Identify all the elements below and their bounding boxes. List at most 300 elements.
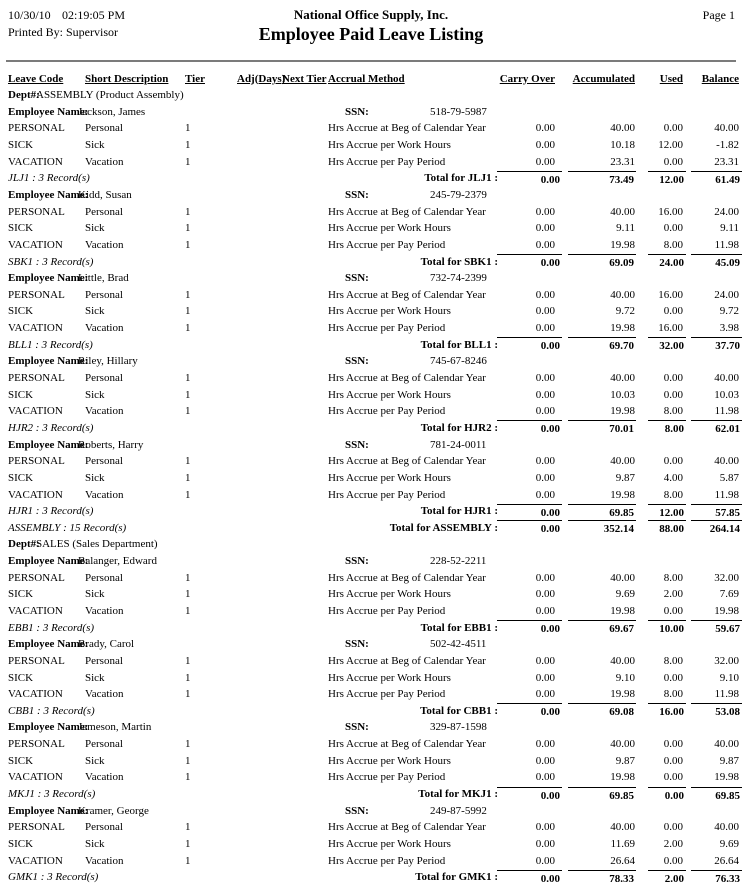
tier-cell: 1 [185,288,191,301]
accrual-method-cell: Hrs Accrue per Pay Period [328,771,446,784]
employee-total-row [0,787,742,804]
balance-cell: 11.98 [714,688,739,701]
leave-row [0,204,742,221]
report-time: 02:19:05 PM [62,8,126,22]
carry-over-cell: 0.00 [535,571,555,584]
record-count-label: MKJ1 : 3 Record(s) [8,788,96,801]
accumulated-cell: 19.98 [610,405,635,418]
accrual-method-cell: Hrs Accrue per Work Hours [328,754,451,767]
employee-name: Riley, Hillary [78,355,138,368]
accrual-method-cell: Hrs Accrue per Pay Period [328,488,446,501]
ssn-value: 781-24-0011 [430,438,487,451]
employee-total-accumulated: 69.85 [568,504,636,519]
tier-cell: 1 [185,222,191,235]
leave-description-cell: Vacation [85,405,124,418]
carry-over-cell: 0.00 [535,488,555,501]
leave-description-cell: Vacation [85,605,124,617]
employee-total-balance: 53.08 [691,703,742,718]
leave-description-cell: Personal [85,654,123,667]
employee-row [0,437,742,454]
dept-total-row [0,520,742,537]
employee-total-carry-over: 0.00 [497,870,562,885]
accumulated-cell: 19.98 [610,605,635,617]
leave-description-cell: Personal [85,571,123,584]
used-cell: 2.00 [663,588,683,601]
ssn-label: SSN: [345,638,369,651]
tier-cell: 1 [185,654,191,667]
leave-code-cell: VACATION [8,771,63,784]
employee-total-label: Total for CBB1 : [420,704,498,717]
employee-name: Balanger, Edward [78,555,157,568]
leave-description-cell: Sick [85,837,105,850]
carry-over-cell: 0.00 [535,854,555,867]
accrual-method-cell: Hrs Accrue per Pay Period [328,322,446,335]
leave-code-cell: VACATION [8,155,63,168]
employee-total-carry-over: 0.00 [497,420,562,435]
carry-over-cell: 0.00 [535,471,555,484]
employee-total-used: 16.00 [648,703,686,718]
column-header-label: Used [659,72,683,85]
leave-row [0,604,742,621]
employee-total-row [0,171,742,188]
employee-total-used: 8.00 [648,420,686,435]
carry-over-cell: 0.00 [535,455,555,468]
leave-code-cell: SICK [8,471,34,484]
record-count-label: BLL1 : 3 Record(s) [8,338,93,351]
leave-row [0,304,742,321]
accumulated-cell: 40.00 [610,455,635,468]
employee-total-accumulated: 69.08 [568,703,636,718]
accumulated-cell: 10.18 [610,139,635,152]
leave-description-cell: Personal [85,288,123,301]
carry-over-cell: 0.00 [535,654,555,667]
used-cell: 8.00 [663,571,683,584]
column-header-label: Accrual Method [328,72,405,85]
employee-total-accumulated: 69.70 [568,337,636,352]
leave-row [0,470,742,487]
tier-cell: 1 [185,155,191,168]
carry-over-cell: 0.00 [535,837,555,850]
column-header-carry-over [480,73,555,85]
employee-name-label: Employee Name: [8,721,89,734]
leave-row [0,570,742,587]
accrual-method-cell: Hrs Accrue at Beg of Calendar Year [328,288,486,301]
dept-total-accumulated: 352.14 [568,520,636,535]
leave-description-cell: Personal [85,738,123,751]
leave-description-cell: Personal [85,455,123,468]
carry-over-cell: 0.00 [535,688,555,701]
used-cell: 0.00 [663,455,683,468]
employee-total-accumulated: 70.01 [568,420,636,435]
leave-row [0,321,742,338]
tier-cell: 1 [185,854,191,867]
tier-cell: 1 [185,488,191,501]
leave-code-cell: VACATION [8,238,63,251]
carry-over-cell: 0.00 [535,288,555,301]
leave-code-cell: PERSONAL [8,654,65,667]
employee-total-accumulated: 69.09 [568,254,636,269]
employee-name-label: Employee Name: [8,555,89,568]
accrual-method-cell: Hrs Accrue per Work Hours [328,471,451,484]
employee-total-label: Total for JLJ1 : [424,172,498,185]
leave-code-cell: PERSONAL [8,571,65,584]
report-body [0,71,742,886]
leave-row [0,653,742,670]
employee-name-label: Employee Name: [8,355,89,368]
employee-total-carry-over: 0.00 [497,171,562,186]
used-cell: 0.00 [663,754,683,767]
used-cell: 0.00 [663,738,683,751]
employee-row [0,354,742,371]
leave-code-cell: PERSONAL [8,288,65,301]
record-count-label: HJR2 : 3 Record(s) [8,421,94,434]
employee-total-used: 0.00 [648,787,686,802]
accrual-method-cell: Hrs Accrue per Pay Period [328,238,446,251]
employee-total-carry-over: 0.00 [497,703,562,718]
accrual-method-cell: Hrs Accrue per Work Hours [328,305,451,318]
dept-row [0,537,742,554]
accrual-method-cell: Hrs Accrue at Beg of Calendar Year [328,122,486,135]
balance-cell: 40.00 [714,455,739,468]
leave-row [0,237,742,254]
ssn-value: 329-87-1598 [430,721,487,734]
balance-cell: 24.00 [714,205,739,218]
accumulated-cell: 11.69 [610,837,635,850]
leave-row [0,670,742,687]
employee-name: Roberts, Harry [78,438,144,451]
ssn-value: 518-79-5987 [430,105,487,118]
used-cell: 0.00 [663,605,683,617]
column-header-tier [185,73,205,85]
accrual-method-cell: Hrs Accrue at Beg of Calendar Year [328,205,486,218]
balance-cell: 32.00 [714,571,739,584]
employee-total-row [0,703,742,720]
leave-code-cell: VACATION [8,688,63,701]
column-header-row [0,71,742,88]
column-header-used [640,73,683,85]
dept-label: Dept#: [8,89,40,102]
employee-total-label: Total for GMK1 : [415,871,498,884]
used-cell: 0.00 [663,372,683,385]
balance-cell: 26.64 [714,854,739,867]
carry-over-cell: 0.00 [535,771,555,784]
used-cell: 0.00 [663,388,683,401]
balance-cell: 40.00 [714,821,739,834]
leave-description-cell: Vacation [85,238,124,251]
used-cell: 0.00 [663,771,683,784]
used-cell: 8.00 [663,405,683,418]
employee-total-label: Total for HJR1 : [420,505,498,518]
balance-cell: 3.98 [719,322,739,335]
tier-cell: 1 [185,205,191,218]
used-cell: 12.00 [658,139,683,152]
balance-cell: 9.72 [719,305,739,318]
employee-total-row [0,870,742,887]
carry-over-cell: 0.00 [535,139,555,152]
accumulated-cell: 9.87 [615,754,635,767]
report-date: 10/30/10 [8,8,51,22]
employee-total-accumulated: 73.49 [568,171,636,186]
column-header-leave-code [8,73,63,85]
dept-total-balance: 264.14 [691,520,742,535]
record-count-label: GMK1 : 3 Record(s) [8,871,99,884]
accrual-method-cell: Hrs Accrue at Beg of Calendar Year [328,372,486,385]
balance-cell: 23.31 [714,155,739,168]
column-header-accrual-method [328,73,405,85]
ssn-value: 249-87-5992 [430,804,487,817]
page-number: Page 1 [702,8,735,22]
tier-cell: 1 [185,671,191,684]
employee-total-row [0,620,742,637]
tier-cell: 1 [185,837,191,850]
balance-cell: 11.98 [714,405,739,418]
dept-row [0,88,742,105]
employee-total-used: 32.00 [648,337,686,352]
tier-cell: 1 [185,605,191,617]
employee-total-used: 12.00 [648,504,686,519]
used-cell: 0.00 [663,821,683,834]
employee-total-row [0,337,742,354]
column-header-adj-days [237,73,285,85]
column-header-label: Adj(Days) [237,72,286,85]
employee-name: Kidd, Susan [78,188,132,201]
tier-cell: 1 [185,471,191,484]
employee-total-balance: 59.67 [691,620,742,635]
used-cell: 16.00 [658,288,683,301]
employee-total-carry-over: 0.00 [497,620,562,635]
leave-code-cell: SICK [8,139,34,152]
ssn-value: 732-74-2399 [430,272,487,285]
column-header-accumulated [560,73,635,85]
ssn-value: 228-52-2211 [430,555,487,568]
column-header-label: Accumulated [572,72,635,85]
employee-total-carry-over: 0.00 [497,504,562,519]
carry-over-cell: 0.00 [535,405,555,418]
leave-row [0,454,742,471]
accumulated-cell: 40.00 [610,372,635,385]
accumulated-cell: 40.00 [610,571,635,584]
balance-cell: 19.98 [714,605,739,617]
leave-code-cell: PERSONAL [8,372,65,385]
employee-total-carry-over: 0.00 [497,337,562,352]
accrual-method-cell: Hrs Accrue per Work Hours [328,222,451,235]
carry-over-cell: 0.00 [535,238,555,251]
employee-total-row [0,504,742,521]
used-cell: 0.00 [663,854,683,867]
used-cell: 16.00 [658,205,683,218]
used-cell: 8.00 [663,654,683,667]
leave-description-cell: Vacation [85,155,124,168]
record-count-label: HJR1 : 3 Record(s) [8,505,94,518]
employee-total-used: 10.00 [648,620,686,635]
record-count-label: EBB1 : 3 Record(s) [8,621,95,634]
ssn-label: SSN: [345,438,369,451]
leave-code-cell: PERSONAL [8,122,65,135]
accumulated-cell: 23.31 [610,155,635,168]
carry-over-cell: 0.00 [535,671,555,684]
balance-cell: 9.10 [719,671,739,684]
balance-cell: 32.00 [714,654,739,667]
carry-over-cell: 0.00 [535,305,555,318]
accrual-method-cell: Hrs Accrue per Pay Period [328,605,446,617]
leave-description-cell: Sick [85,588,105,601]
leave-code-cell: PERSONAL [8,821,65,834]
leave-description-cell: Sick [85,754,105,767]
balance-cell: 19.98 [714,771,739,784]
balance-cell: 9.69 [719,837,739,850]
leave-code-cell: SICK [8,305,34,318]
leave-code-cell: SICK [8,754,34,767]
tier-cell: 1 [185,588,191,601]
leave-description-cell: Sick [85,139,105,152]
tier-cell: 1 [185,821,191,834]
employee-total-label: Total for EBB1 : [420,621,498,634]
accumulated-cell: 9.69 [615,588,635,601]
accrual-method-cell: Hrs Accrue per Pay Period [328,854,446,867]
carry-over-cell: 0.00 [535,222,555,235]
accumulated-cell: 19.98 [610,238,635,251]
leave-description-cell: Vacation [85,688,124,701]
accumulated-cell: 19.98 [610,322,635,335]
accrual-method-cell: Hrs Accrue per Work Hours [328,671,451,684]
tier-cell: 1 [185,754,191,767]
leave-description-cell: Vacation [85,854,124,867]
ssn-label: SSN: [345,105,369,118]
carry-over-cell: 0.00 [535,588,555,601]
accrual-method-cell: Hrs Accrue at Beg of Calendar Year [328,738,486,751]
employee-name: Brady, Carol [78,638,135,651]
accumulated-cell: 40.00 [610,205,635,218]
employee-name: Little, Brad [78,272,129,285]
leave-row [0,820,742,837]
employee-total-balance: 61.49 [691,171,742,186]
employee-total-accumulated: 69.67 [568,620,636,635]
employee-name: Jameson, Martin [78,721,152,734]
employee-row [0,271,742,288]
balance-cell: 40.00 [714,372,739,385]
column-header-label: Carry Over [499,72,555,85]
used-cell: 8.00 [663,688,683,701]
employee-total-label: Total for HJR2 : [420,421,498,434]
column-header-short-description [85,73,168,85]
accrual-method-cell: Hrs Accrue at Beg of Calendar Year [328,654,486,667]
used-cell: 16.00 [658,322,683,335]
employee-name: Jackson, James [78,105,146,118]
carry-over-cell: 0.00 [535,388,555,401]
tier-cell: 1 [185,571,191,584]
ssn-value: 745-67-8246 [430,355,487,368]
carry-over-cell: 0.00 [535,372,555,385]
employee-total-used: 24.00 [648,254,686,269]
employee-total-carry-over: 0.00 [497,254,562,269]
tier-cell: 1 [185,405,191,418]
carry-over-cell: 0.00 [535,821,555,834]
tier-cell: 1 [185,738,191,751]
accumulated-cell: 9.87 [615,471,635,484]
carry-over-cell: 0.00 [535,122,555,135]
balance-cell: 7.69 [719,588,739,601]
leave-row [0,487,742,504]
leave-row [0,853,742,870]
dept-name: SALES (Sales Department) [36,538,158,551]
accrual-method-cell: Hrs Accrue at Beg of Calendar Year [328,571,486,584]
accumulated-cell: 26.64 [610,854,635,867]
balance-cell: 11.98 [714,488,739,501]
leave-row [0,404,742,421]
leave-row [0,154,742,171]
leave-row [0,287,742,304]
carry-over-cell: 0.00 [535,738,555,751]
leave-row [0,836,742,853]
employee-total-label: Total for BLL1 : [420,338,498,351]
employee-name-label: Employee Name: [8,438,89,451]
employee-name: Kramer, George [78,804,149,817]
accrual-method-cell: Hrs Accrue per Work Hours [328,388,451,401]
used-cell: 0.00 [663,122,683,135]
leave-code-cell: PERSONAL [8,455,65,468]
employee-row [0,720,742,737]
accrual-method-cell: Hrs Accrue per Pay Period [328,688,446,701]
leave-code-cell: VACATION [8,605,63,617]
employee-total-row [0,420,742,437]
accrual-method-cell: Hrs Accrue at Beg of Calendar Year [328,821,486,834]
employee-row [0,637,742,654]
ssn-label: SSN: [345,555,369,568]
balance-cell: 24.00 [714,288,739,301]
tier-cell: 1 [185,139,191,152]
leave-code-cell: SICK [8,671,34,684]
employee-total-balance: 37.70 [691,337,742,352]
dept-record-count-label: ASSEMBLY : 15 Record(s) [8,521,127,534]
used-cell: 0.00 [663,305,683,318]
used-cell: 8.00 [663,488,683,501]
balance-cell: 9.87 [719,754,739,767]
leave-description-cell: Vacation [85,322,124,335]
leave-code-cell: PERSONAL [8,738,65,751]
employee-name-label: Employee Name: [8,105,89,118]
balance-cell: 10.03 [714,388,739,401]
column-header-label: Short Description [85,72,169,85]
leave-code-cell: SICK [8,837,34,850]
ssn-label: SSN: [345,272,369,285]
leave-description-cell: Personal [85,205,123,218]
employee-row [0,803,742,820]
leave-row [0,387,742,404]
column-header-label: Next Tier [282,72,327,85]
ssn-value: 502-42-4511 [430,638,487,651]
leave-row [0,687,742,704]
leave-description-cell: Personal [85,821,123,834]
carry-over-cell: 0.00 [535,754,555,767]
accrual-method-cell: Hrs Accrue per Work Hours [328,588,451,601]
employee-row [0,554,742,571]
employee-total-carry-over: 0.00 [497,787,562,802]
accumulated-cell: 19.98 [610,771,635,784]
leave-description-cell: Vacation [85,771,124,784]
carry-over-cell: 0.00 [535,322,555,335]
accrual-method-cell: Hrs Accrue at Beg of Calendar Year [328,455,486,468]
dept-total-carry-over: 0.00 [497,520,562,535]
leave-description-cell: Sick [85,471,105,484]
leave-row [0,138,742,155]
tier-cell: 1 [185,305,191,318]
employee-name-label: Employee Name: [8,272,89,285]
employee-name-label: Employee Name: [8,804,89,817]
employee-total-balance: 76.33 [691,870,742,885]
employee-total-used: 2.00 [648,870,686,885]
leave-code-cell: SICK [8,388,34,401]
leave-description-cell: Sick [85,671,105,684]
